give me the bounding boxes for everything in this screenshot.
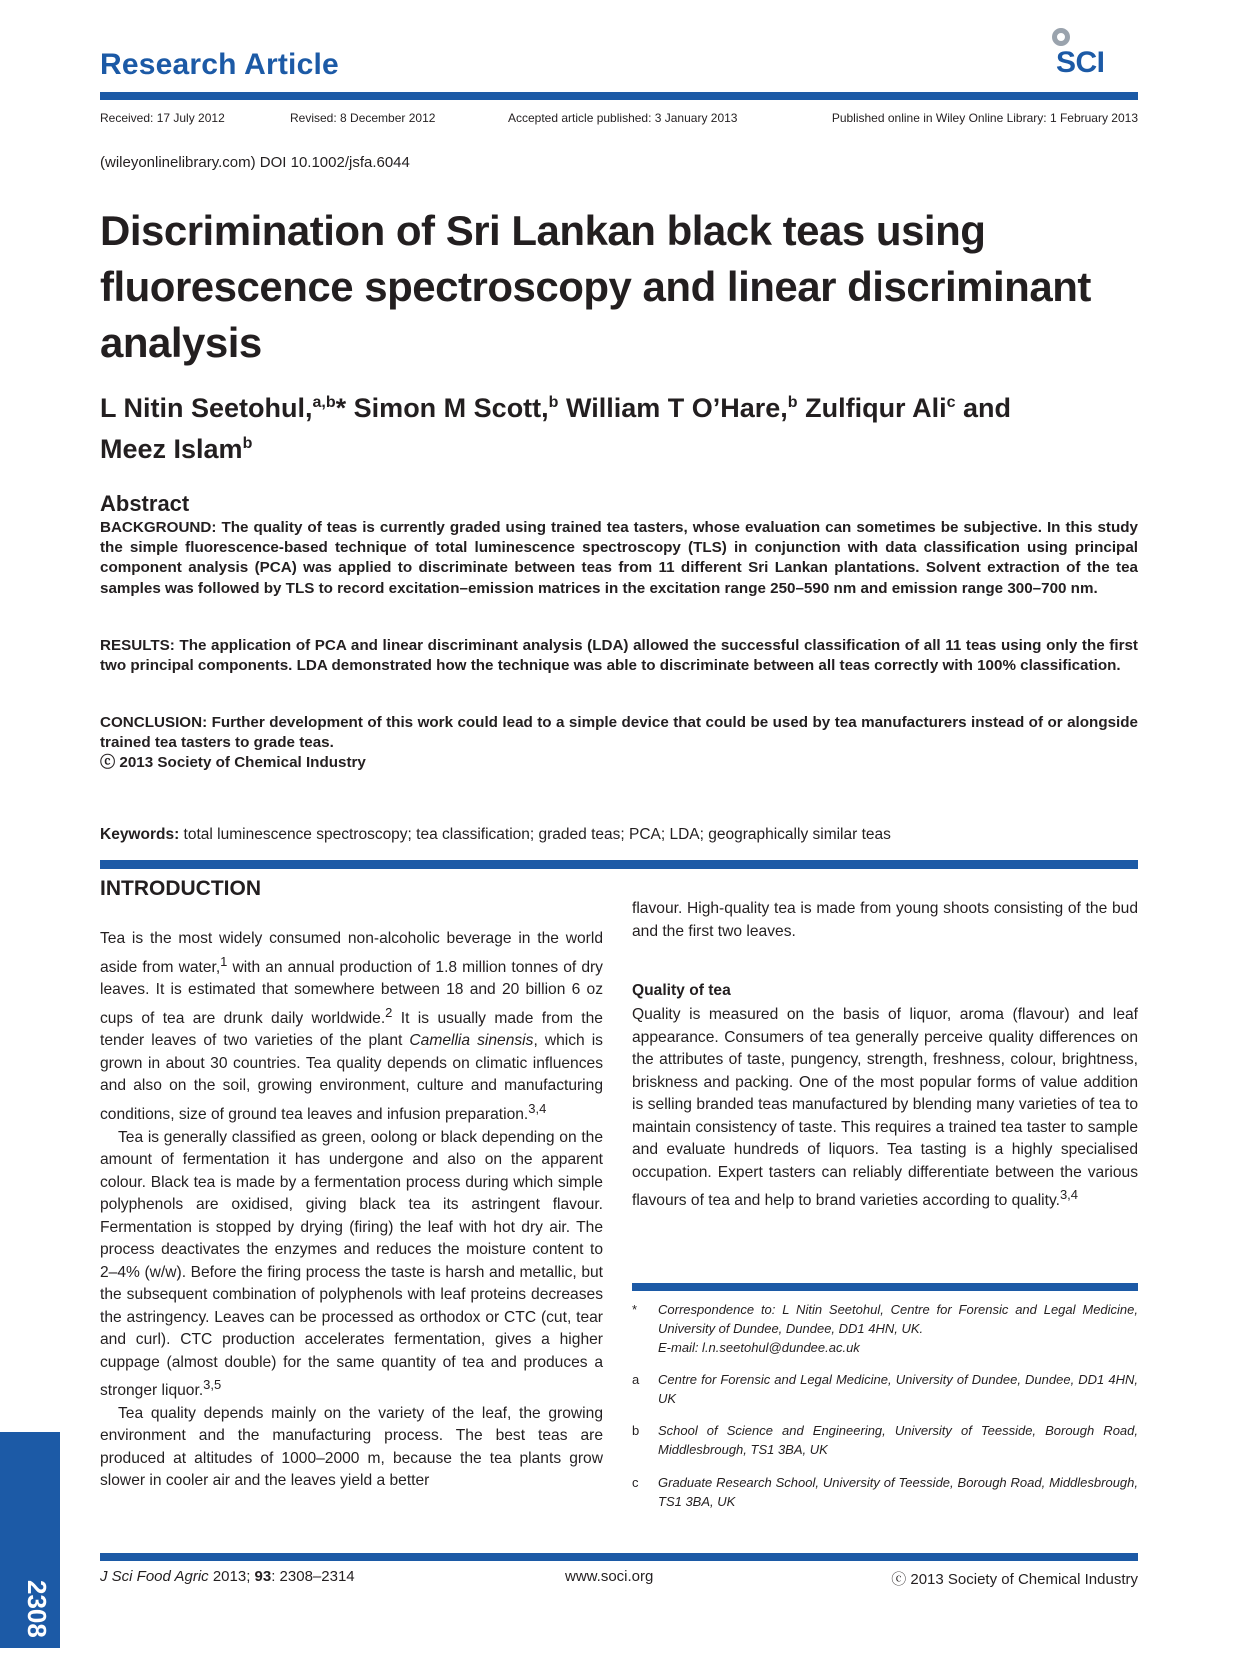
citation: 3,5 bbox=[203, 1377, 222, 1393]
abstract-results: RESULTS: The application of PCA and linear discriminant analysis (LDA) allowed the successful classification of all 11 teas using only the first two principal components. LDA demonstrated how the technique was able to discriminate between all teas correctly with 100% classification. bbox=[100, 637, 1138, 675]
published-date: Published online in Wiley Online Library: 1 February 2013 bbox=[831, 111, 1138, 125]
abstract-background: BACKGROUND: The quality of teas is currently graded using trained tea tasters, whose evaluation can sometimes be subjective. In this study the simple fluorescence-based technique of total luminescence spectroscopy (TLS) in conjunction with data classification using principal component analysis (PCA) was applied to discriminate between teas from 11 different Sri Lankan plantations. Solvent extraction of the tea samples was followed by TLS to record excitation–emission matrices in the excitation range 250–590 nm and emission range 300–700 nm. bbox=[100, 519, 1138, 597]
abstract-heading: Abstract bbox=[100, 491, 190, 516]
footnote-affiliation: b School of Science and Engineering, University of Teesside, Borough Road, Middlesbrough, TS1 3BA, UK bbox=[632, 1423, 1138, 1457]
footnote-mark: a bbox=[632, 1372, 640, 1387]
citation: 1 bbox=[220, 953, 228, 969]
doi-line: (wileyonlinelibrary.com) DOI 10.1002/jsfa.6044 bbox=[100, 154, 410, 171]
article-title: Discrimination of Sri Lankan black teas using fluorescence spectroscopy and linear discriminant analysis bbox=[100, 207, 1091, 366]
paragraph: Quality is measured on the basis of liquor, aroma (flavour) and leaf appearance. Consumers of tea generally perceive quality differences on the attributes of taste, pungency, strength, freshness, colour, brightness, briskness and packing. One of the most popular forms of value addition is selling branded teas manufactured by blending many varieties of tea to maintain consistency of taste. This requires a trained tea taster to sample and evaluate hundreds of liquors. Tea tasting is a highly specialised occupation. Expert tasters can reliably differentiate between the various flavours of tea and help to brand varieties according to quality.$^{3,4}$ bbox=[632, 1006, 1138, 1210]
website: www.soci.org bbox=[565, 1568, 654, 1585]
sci-logo bbox=[1050, 28, 1140, 80]
footer-rule bbox=[100, 1553, 1138, 1561]
keywords-label: Keywords: bbox=[100, 826, 180, 843]
footer-copyright: ⓒ 2013 Society of Chemical Industry bbox=[891, 1571, 1138, 1588]
logo-ring-icon bbox=[1052, 28, 1070, 46]
keywords bbox=[100, 826, 891, 844]
section-rule bbox=[100, 860, 1138, 869]
citation: 2 bbox=[385, 1004, 393, 1020]
author-list bbox=[100, 385, 1140, 467]
introduction-continued: flavour. High-quality tea is made from young shoots consisting of the bud and the first two leaves. bbox=[632, 900, 1138, 940]
affiliation-mark: b bbox=[242, 435, 253, 452]
paragraph: Tea is the most widely consumed non-alcoholic beverage in the world aside from water,$^1$ with an annual production of 1.8 million tonnes of dry leaves. It is estimated that somewhere between 18 and 20 billion 6 oz cups of tea are drunk daily worldwide.$^2$ It is usually made from the tender leaves of two varieties of the plant Camellia sinensis, which is grown in about 30 countries. Tea quality depends on climatic influences and also on the soil, growing environment, culture and manufacturing conditions, size of ground tea leaves and infusion preparation.$^{3,4}$ bbox=[100, 930, 603, 1124]
conclusion-text: CONCLUSION: Further development of this work could lead to a simple device that could be used by tea manufacturers instead of or alongside trained tea tasters to grade teas. bbox=[100, 714, 1138, 752]
keywords-text: total luminescence spectroscopy; tea classification; graded teas; PCA; LDA; geographically similar teas bbox=[179, 826, 891, 843]
introduction-body bbox=[100, 928, 603, 1493]
affiliation-mark: c bbox=[946, 394, 956, 411]
citation: 3,4 bbox=[528, 1100, 547, 1116]
abstract-conclusion bbox=[100, 713, 1138, 774]
footnote-correspondence: * Correspondence to: L Nitin Seetohul, Centre for Forensic and Legal Medicine, University of Dundee, Dundee, DD1 4HN, UK. E-mail: l.n.seetohul@dundee.ac.uk bbox=[632, 1302, 1138, 1355]
footnote-affiliation: c Graduate Research School, University of Teesside, Borough Road, Middlesbrough, TS1 3BA, UK bbox=[632, 1475, 1138, 1509]
conjunction: and bbox=[963, 393, 1012, 423]
journal-citation: J Sci Food Agric 2013; 93: 2308–2314 bbox=[100, 1568, 355, 1585]
paragraph: Tea quality depends mainly on the variety of the leaf, the growing environment and the manufacturing process. The best teas are produced at altitudes of 1000–2000 m, because the tea plants grow slower in cooler air and the leaves yield a better bbox=[100, 1404, 603, 1490]
page-number: 2308 bbox=[22, 1580, 52, 1638]
received-date: Received: 17 July 2012 bbox=[100, 111, 225, 125]
affiliation-mark: a,b bbox=[312, 394, 336, 411]
abstract-copyright: ⓒ 2013 Society of Chemical Industry bbox=[100, 754, 366, 772]
author-name: L Nitin Seetohul, bbox=[100, 393, 313, 423]
paragraph: Tea is generally classified as green, oolong or black depending on the amount of fermentation it has undergone and also on the apparent colour. Black tea is made by a fermentation process during which simple polyphenols are oxidised, giving black tea its astringent flavour. Fermentation is stopped by drying (firing) the leaf with hot dry air. The process deactivates the enzymes and reduces the moisture content to 2–4% (w/w). Before the firing process the taste is harsh and metallic, but the subsequent combination of polyphenols with leaf proteins decreases the astringency. Leaves can be processed as orthodox or CTC (cut, tear and curl). CTC production accelerates fermentation, gives a higher cuppage (almost double) for the same quantity of tea and produces a stronger liquor.$^{3,5}$ bbox=[100, 1128, 603, 1400]
quality-body bbox=[632, 1004, 1138, 1213]
corresponding-mark: * bbox=[335, 393, 347, 423]
logo-text: SCI bbox=[1056, 46, 1105, 79]
author-name: Simon M Scott, bbox=[353, 393, 549, 423]
accepted-date: Accepted article published: 3 January 2013 bbox=[508, 111, 738, 125]
footnote-mark: * bbox=[632, 1302, 638, 1317]
affiliation-mark: b bbox=[787, 394, 798, 411]
author-name: Meez Islam bbox=[100, 434, 243, 464]
affiliation-mark: b bbox=[548, 394, 559, 411]
citation: 3,4 bbox=[1059, 1187, 1079, 1202]
header-rule bbox=[100, 92, 1138, 100]
author-name: Zulfiqur Ali bbox=[805, 393, 947, 423]
footnote-rule bbox=[632, 1283, 1138, 1291]
quality-heading: Quality of tea bbox=[632, 982, 731, 999]
page-number-tab bbox=[0, 1432, 60, 1648]
footnote-mark: c bbox=[632, 1475, 639, 1490]
section-label: Research Article bbox=[100, 48, 339, 81]
footnote-affiliation: a Centre for Forensic and Legal Medicine, University of Dundee, Dundee, DD1 4HN, UK bbox=[632, 1372, 1138, 1406]
email: E-mail: l.n.seetohul@dundee.ac.uk bbox=[658, 1340, 860, 1355]
revised-date: Revised: 8 December 2012 bbox=[290, 111, 436, 125]
footnote-mark: b bbox=[632, 1423, 640, 1438]
introduction-heading: INTRODUCTION bbox=[100, 877, 261, 900]
author-name: William T O’Hare, bbox=[565, 393, 788, 423]
